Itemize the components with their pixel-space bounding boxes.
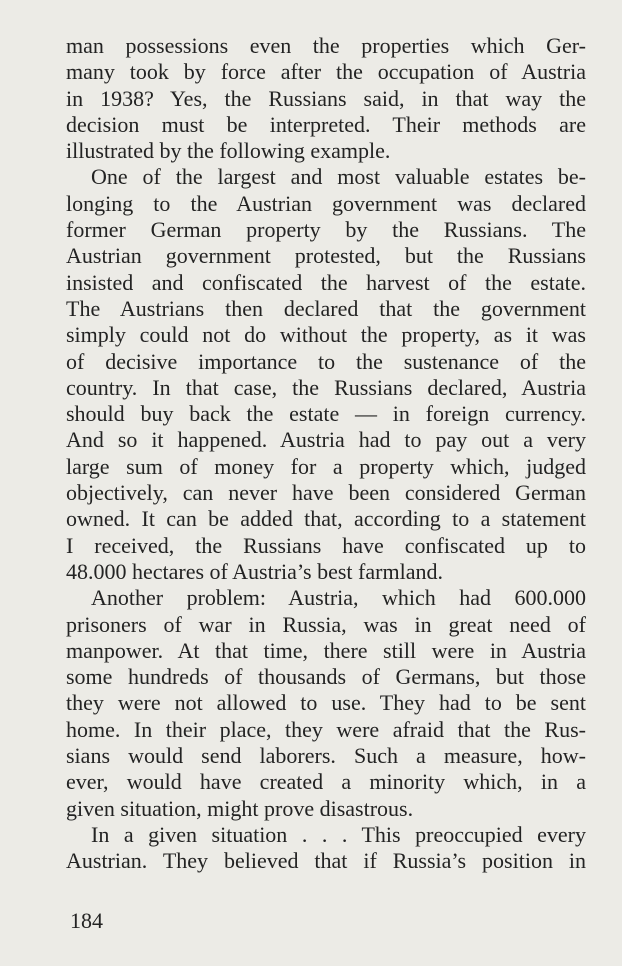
page-number: 184 — [70, 908, 103, 933]
text-line: home. In their place, they were afraid that the Rus- — [66, 716, 586, 742]
text-line: in 1938? Yes, the Russians said, in that way the — [66, 85, 586, 111]
text-line: Austrian. They believed that if Russia’s position in — [66, 848, 586, 874]
text-line: former German property by the Russians. The — [66, 217, 586, 243]
text-line: of decisive importance to the sustenance of the — [66, 348, 586, 374]
text-line: many took by force after the occupation of Austria — [66, 59, 586, 85]
text-line: man possessions even the properties which Ger- — [66, 33, 586, 58]
text-line: And so it happened. Austria had to pay out a very — [66, 427, 586, 453]
body-text — [66, 33, 586, 875]
text-line: should buy back the estate — in foreign currency. — [66, 401, 586, 427]
text-line: Austrian government protested, but the Russians — [66, 243, 586, 269]
text-line: longing to the Austrian government was declared — [66, 190, 586, 216]
text-line: Another problem: Austria, which had 600.000 — [91, 585, 586, 611]
text-line: country. In that case, the Russians declared, Austria — [66, 374, 586, 400]
text-line: owned. It can be added that, according to a statement — [66, 506, 586, 532]
text-line: some hundreds of thousands of Germans, but those — [66, 664, 586, 690]
text-line: they were not allowed to use. They had to be sent — [66, 690, 586, 716]
text-line: objectively, can never have been considered German — [66, 480, 586, 506]
text-line: insisted and confiscated the harvest of the estate. — [66, 269, 586, 295]
text-line: given situation, might prove disastrous. — [66, 795, 414, 821]
text-line: prisoners of war in Russia, was in great need of — [66, 611, 586, 637]
text-line: simply could not do without the property, as it was — [66, 322, 586, 348]
text-line: large sum of money for a property which, judged — [66, 453, 586, 479]
text-line: One of the largest and most valuable estates be- — [91, 164, 586, 190]
text-line: decision must be interpreted. Their methods are — [66, 111, 586, 137]
text-line: sians would send laborers. Such a measure, how- — [66, 743, 586, 769]
text-line: illustrated by the following example. — [66, 138, 391, 164]
text-line: In a given situation . . . This preoccupied every — [91, 821, 586, 847]
text-line: ever, would have created a minority which, in a — [66, 769, 586, 795]
text-line: manpower. At that time, there still were in Austria — [66, 637, 586, 663]
text-line: The Austrians then declared that the government — [66, 295, 586, 321]
text-line: 48.000 hectares of Austria’s best farmland. — [66, 558, 443, 584]
text-line: I received, the Russians have confiscated up to — [66, 532, 586, 558]
